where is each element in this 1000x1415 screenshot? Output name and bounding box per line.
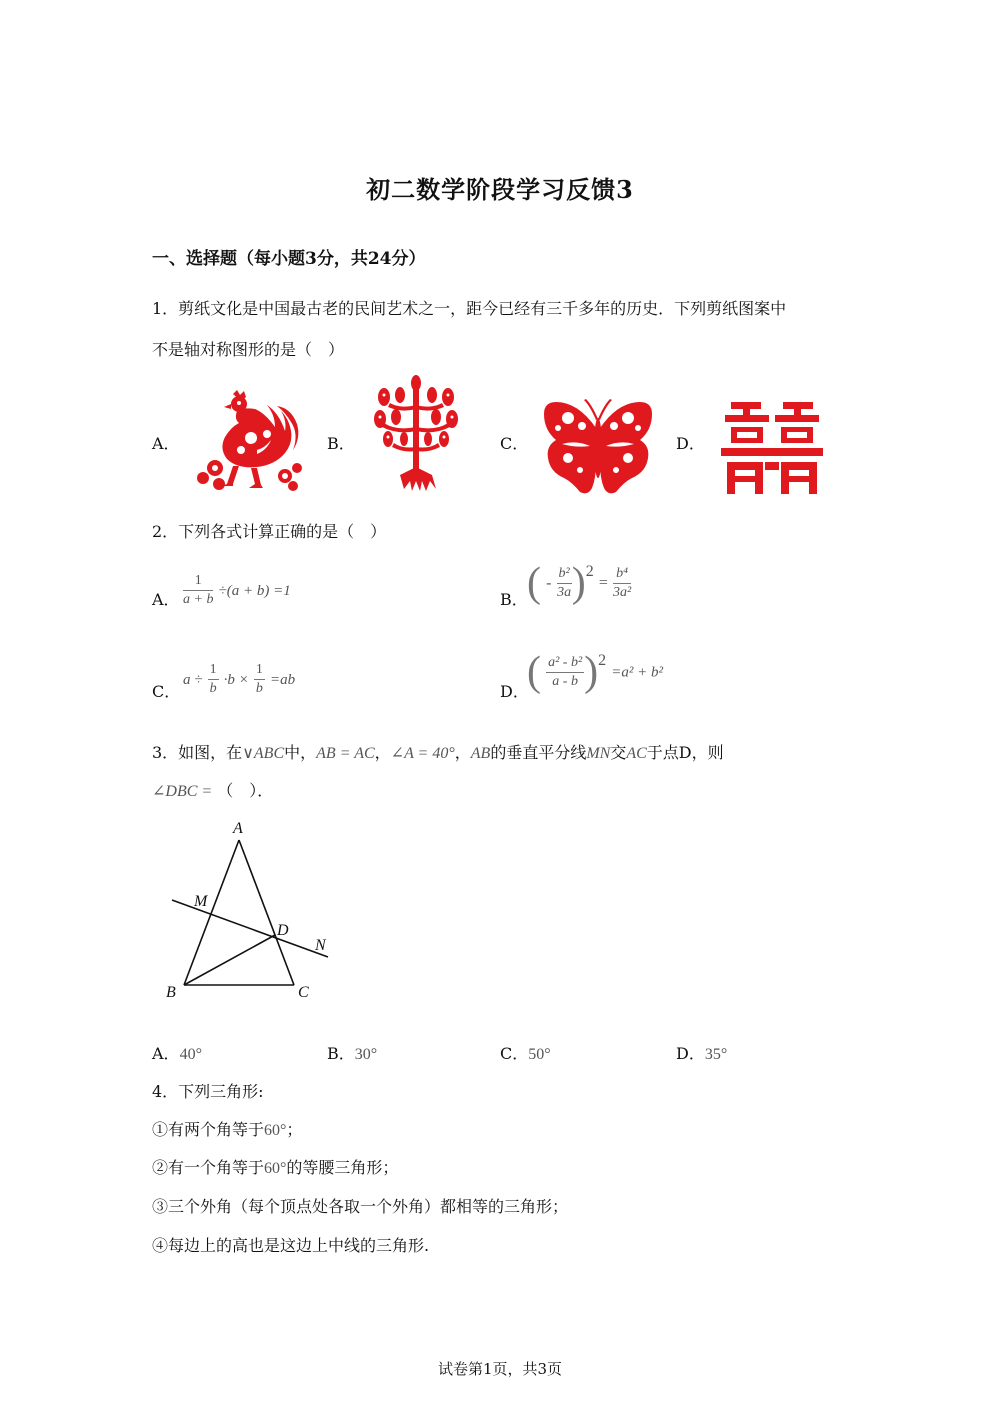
page-footer: 试卷第1页，共3页 — [437, 1360, 563, 1378]
q3-option-d-label: D． — [676, 1044, 705, 1063]
q2-option-b-label: B． — [500, 590, 528, 609]
q3-text-6: 交 — [610, 743, 627, 762]
tree-birds-papercut-icon — [370, 375, 462, 493]
q2b-denominator: 3a — [557, 584, 572, 600]
q3-line1 — [152, 742, 724, 765]
q1-option-c-label: C． — [500, 434, 529, 453]
page-title: 初二数学阶段学习反馈3 — [366, 175, 634, 204]
section-heading: 一、选择题（每小题3分，共24分） — [152, 249, 426, 269]
q3-option-b-label: B． — [327, 1044, 355, 1063]
q3-text-2: 中， — [284, 743, 317, 762]
q3-text-5: 的垂直平分线 — [490, 743, 587, 762]
q3-option-b-value: 30° — [354, 1046, 378, 1063]
q2d-rparen: ) — [584, 649, 599, 695]
q2-option-d-formula — [527, 649, 663, 695]
q2b-equals: = — [598, 574, 608, 592]
q2a-denominator: a + b — [183, 592, 214, 607]
q4-item1-text: ①有两个角等于 — [152, 1120, 265, 1139]
q3-option-d-value: 35° — [704, 1046, 728, 1063]
q3-ab: AB — [470, 745, 491, 762]
q2c-a: a ÷ — [183, 672, 203, 688]
butterfly-papercut-icon — [544, 398, 652, 496]
q3-option-c — [500, 1041, 551, 1064]
q4-item-4: ④每边上的高也是这边上中线的三角形. — [152, 1236, 430, 1255]
q2a-numerator: 1 — [183, 572, 213, 591]
q3-option-c-label: C． — [500, 1044, 529, 1063]
label-a: A — [233, 820, 243, 837]
q3-text-7: 于点D，则 — [646, 743, 724, 762]
q3-ac: AC — [626, 745, 647, 762]
q2c-d2: b — [255, 681, 263, 696]
q2c-n2: 1 — [254, 661, 265, 680]
label-d: D — [277, 922, 289, 939]
q3-eq1: AB = AC — [316, 745, 375, 762]
q2b-lparen: ( — [527, 560, 541, 606]
q2b-exponent: 2 — [585, 563, 594, 580]
q2d-exponent: 2 — [598, 652, 607, 669]
q1-option-b-label: B． — [327, 434, 355, 453]
triangle-diagram — [160, 815, 340, 1005]
label-m: M — [194, 893, 208, 910]
q2b-minus: - — [546, 574, 552, 592]
q2-option-a-label: A． — [152, 590, 180, 609]
q1-option-d-label: D． — [676, 434, 705, 453]
q3-eq2: ∠A = 40° — [390, 745, 455, 762]
q2b-numerator: b² — [557, 565, 572, 584]
q4-item1-end: ； — [286, 1120, 303, 1139]
q3-text-3: ， — [374, 743, 391, 762]
q4-item2-value: 60° — [264, 1160, 287, 1177]
q2b-right-denominator: 3a² — [612, 584, 632, 600]
label-n: N — [315, 937, 326, 954]
q2d-numerator: a² - b² — [546, 654, 584, 673]
q3-angle-dbc: ∠DBC = — [152, 783, 213, 800]
q2c-mid: ·b × — [223, 672, 249, 688]
q2-option-a-formula — [183, 572, 291, 609]
q1-line1: 1．剪纸文化是中国最古老的民间艺术之一，距今已经有三千多年的历史．下列剪纸图案中 — [152, 299, 787, 318]
q2b-rparen: ) — [571, 560, 586, 606]
q3-option-a — [152, 1041, 202, 1064]
q2b-right-numerator: b⁴ — [613, 565, 631, 584]
double-happiness-papercut-icon — [721, 402, 823, 494]
q2c-n1: 1 — [208, 661, 219, 680]
q4-item2-text: ②有一个角等于 — [152, 1158, 265, 1177]
q4-item2-end: 的等腰三角形； — [286, 1158, 399, 1177]
q3-option-c-value: 50° — [528, 1046, 551, 1063]
label-c: C — [298, 984, 309, 1001]
q2d-rest: =a² + b² — [611, 664, 663, 681]
q2c-d1: b — [209, 681, 217, 696]
q3-triangle: ∨ABC — [242, 745, 285, 762]
q3-mn: MN — [586, 745, 611, 762]
q2-stem: 2．下列各式计算正确的是（ ） — [152, 522, 387, 541]
q2-option-d-label: D． — [500, 682, 529, 701]
q2c-rest: =ab — [269, 672, 296, 688]
q3-option-b — [327, 1041, 377, 1064]
q2-option-b-formula — [527, 560, 632, 606]
q4-item1-value: 60° — [264, 1122, 287, 1139]
q4-item-3: ③三个外角（每个顶点处各取一个外角）都相等的三角形； — [152, 1197, 569, 1216]
label-b: B — [166, 984, 176, 1001]
q2a-rest: ÷(a + b) =1 — [218, 583, 291, 599]
q3-text-4: ， — [454, 743, 471, 762]
q1-option-a-label: A． — [152, 434, 180, 453]
q4-item-2 — [152, 1157, 398, 1180]
q3-line2 — [152, 780, 273, 803]
q2-option-c-label: C． — [152, 682, 181, 701]
q2d-denominator: a - b — [552, 673, 578, 689]
q1-line2: 不是轴对称图形的是（ ） — [152, 340, 345, 359]
q2d-lparen: ( — [527, 649, 541, 695]
q3-option-a-label: A． — [152, 1044, 180, 1063]
rooster-papercut-icon — [193, 388, 305, 494]
q4-stem: 4．下列三角形: — [152, 1082, 264, 1101]
q3-option-d — [676, 1041, 727, 1064]
q3-text-end: （ ）． — [217, 781, 274, 800]
q4-item-1 — [152, 1119, 302, 1142]
q2-option-c-formula — [183, 661, 295, 698]
q3-option-a-value: 40° — [179, 1046, 202, 1063]
q3-text-1: 3．如图，在 — [152, 743, 243, 762]
